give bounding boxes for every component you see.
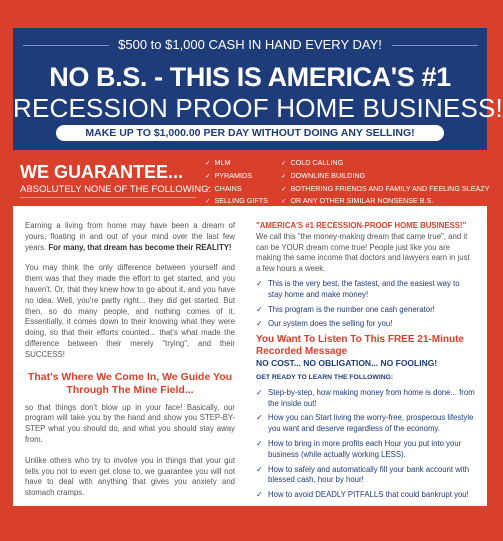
guarantee-subtitle: ABSOLUTELY NONE OF THE FOLLOWING: [20, 184, 196, 198]
guarantee-item: ✓ COLD CALLING [281, 157, 489, 170]
body-paragraph: You may think the only difference between yourself and them was that they made the effort to get started, and you haven't. Or, that they knew how to go about it, and you have no idea. Well, you're partly right... they did get started. But then, so do many people, and nothing comes of it. Essentially, it comes down to their knowing what they were doing, so that their efforts counted... that's what made the difference between their merely "trying", and their SUCCESS! [25, 263, 235, 359]
section-heading: Are You Ready To Learn How To Earn From The Comfort Of Your Home? [36, 508, 224, 534]
intro-bold: For many, that dream has become their REALITY! [48, 242, 232, 252]
hero-banner [13, 28, 503, 150]
list-item: ✓ Step-by-step, how making money from home is done... from the inside out! [256, 388, 476, 410]
learn-list [256, 388, 476, 501]
list-item: ✓ How to safely and automatically fill your bank account with blessed cash, hour by hour! [256, 465, 476, 487]
divider-right [392, 45, 478, 46]
guarantee-list-1 [205, 157, 268, 208]
intro-text: Earning a living from home may have been a dream of yours, floating in and out of your mind over the last few years. [25, 221, 235, 252]
section-heading: That's Where We Come In, We Guide You Through The Mine Field... [27, 370, 233, 396]
hero-pill-banner: MAKE UP TO $1,000.00 PER DAY WITHOUT DOING ANY SELLING! [56, 125, 444, 141]
no-cost-line: NO COST... NO OBLIGATION... NO FOOLING! [256, 358, 438, 369]
guarantee-item: ✓ SELLING GIFTS [205, 195, 268, 208]
body-paragraph: We call this "the money-making dream that came true", and it can be YOUR dream come true! People just like you are making the same income that doctors and lawyers earn in just a few hours a week. [256, 231, 470, 274]
list-item: ✓ How you can Start living the worry-free, prosperous lifestyle you want and deserve regardless of the economy. [256, 413, 476, 435]
list-item: ✓ How to bring in more profits each Hour you put into your business (while actually working LESS). [256, 439, 476, 461]
bottom-teaser: AND MORE THAN WE CAN LIST HERE... FREE! NO [256, 504, 450, 514]
body-paragraph: Unlike others who try to involve you in things that your gut tells you not to even get close to, we guarantee you will not have to deal with anything that gives you anxiety and stomach cramps. [25, 455, 235, 498]
list-item: ✓ This is the very best, the fastest, and the easiest way to stay home and make money! [256, 279, 476, 301]
list-item: ✓ Our system does the selling for you! [256, 319, 476, 330]
right-column [256, 221, 476, 516]
quote-heading: "AMERICA'S #1 RECESSION-PROOF HOME BUSINESS!" [256, 221, 467, 230]
get-ready-line: GET READY TO LEARN THE FOLLOWING: [256, 373, 394, 381]
hero-tagline-row [13, 37, 487, 52]
guarantee-title: WE GUARANTEE... [20, 162, 184, 182]
divider-left [23, 45, 109, 46]
body-paragraph: so that things don't blow up in your face! Basically, our program will take you by the hand and show you STEP-BY-STEP what you should do, and what you should stay away from. [25, 402, 235, 444]
listen-heading: You Want To Listen To This FREE 21-Minute Recorded Message [256, 334, 464, 358]
guarantee-item: ✓ BOTHERING FRIENDS AND FAMILY AND FEELING SLEAZY [281, 183, 489, 196]
hero-subheadline: RECESSION PROOF HOME BUSINESS! [13, 93, 503, 123]
guarantee-item: ✓ PYRAMIDS [205, 170, 268, 183]
left-column [25, 221, 235, 541]
hero-headline: NO B.S. - THIS IS AMERICA'S #1 [49, 62, 451, 92]
guarantee-item: ✓ DOWNLINE BUILDING [281, 170, 489, 183]
list-item: ✓ This program is the number one cash generator! [256, 305, 476, 316]
hero-tagline: $500 to $1,000 CASH IN HAND EVERY DAY! [118, 37, 382, 52]
guarantee-section [0, 150, 500, 206]
benefit-list [256, 279, 476, 330]
guarantee-list-2 [281, 157, 489, 208]
content-panel [13, 206, 487, 534]
guarantee-item: ✓ OR ANY OTHER SIMILAR NONSENSE B.S. [281, 195, 489, 208]
list-item: ✓ How to avoid DEADLY PITFALLS that could bankrupt you! [256, 490, 476, 501]
intro-paragraph [25, 221, 235, 253]
guarantee-item: ✓ CHAINS [205, 183, 268, 196]
guarantee-item: ✓ MLM [205, 157, 268, 170]
